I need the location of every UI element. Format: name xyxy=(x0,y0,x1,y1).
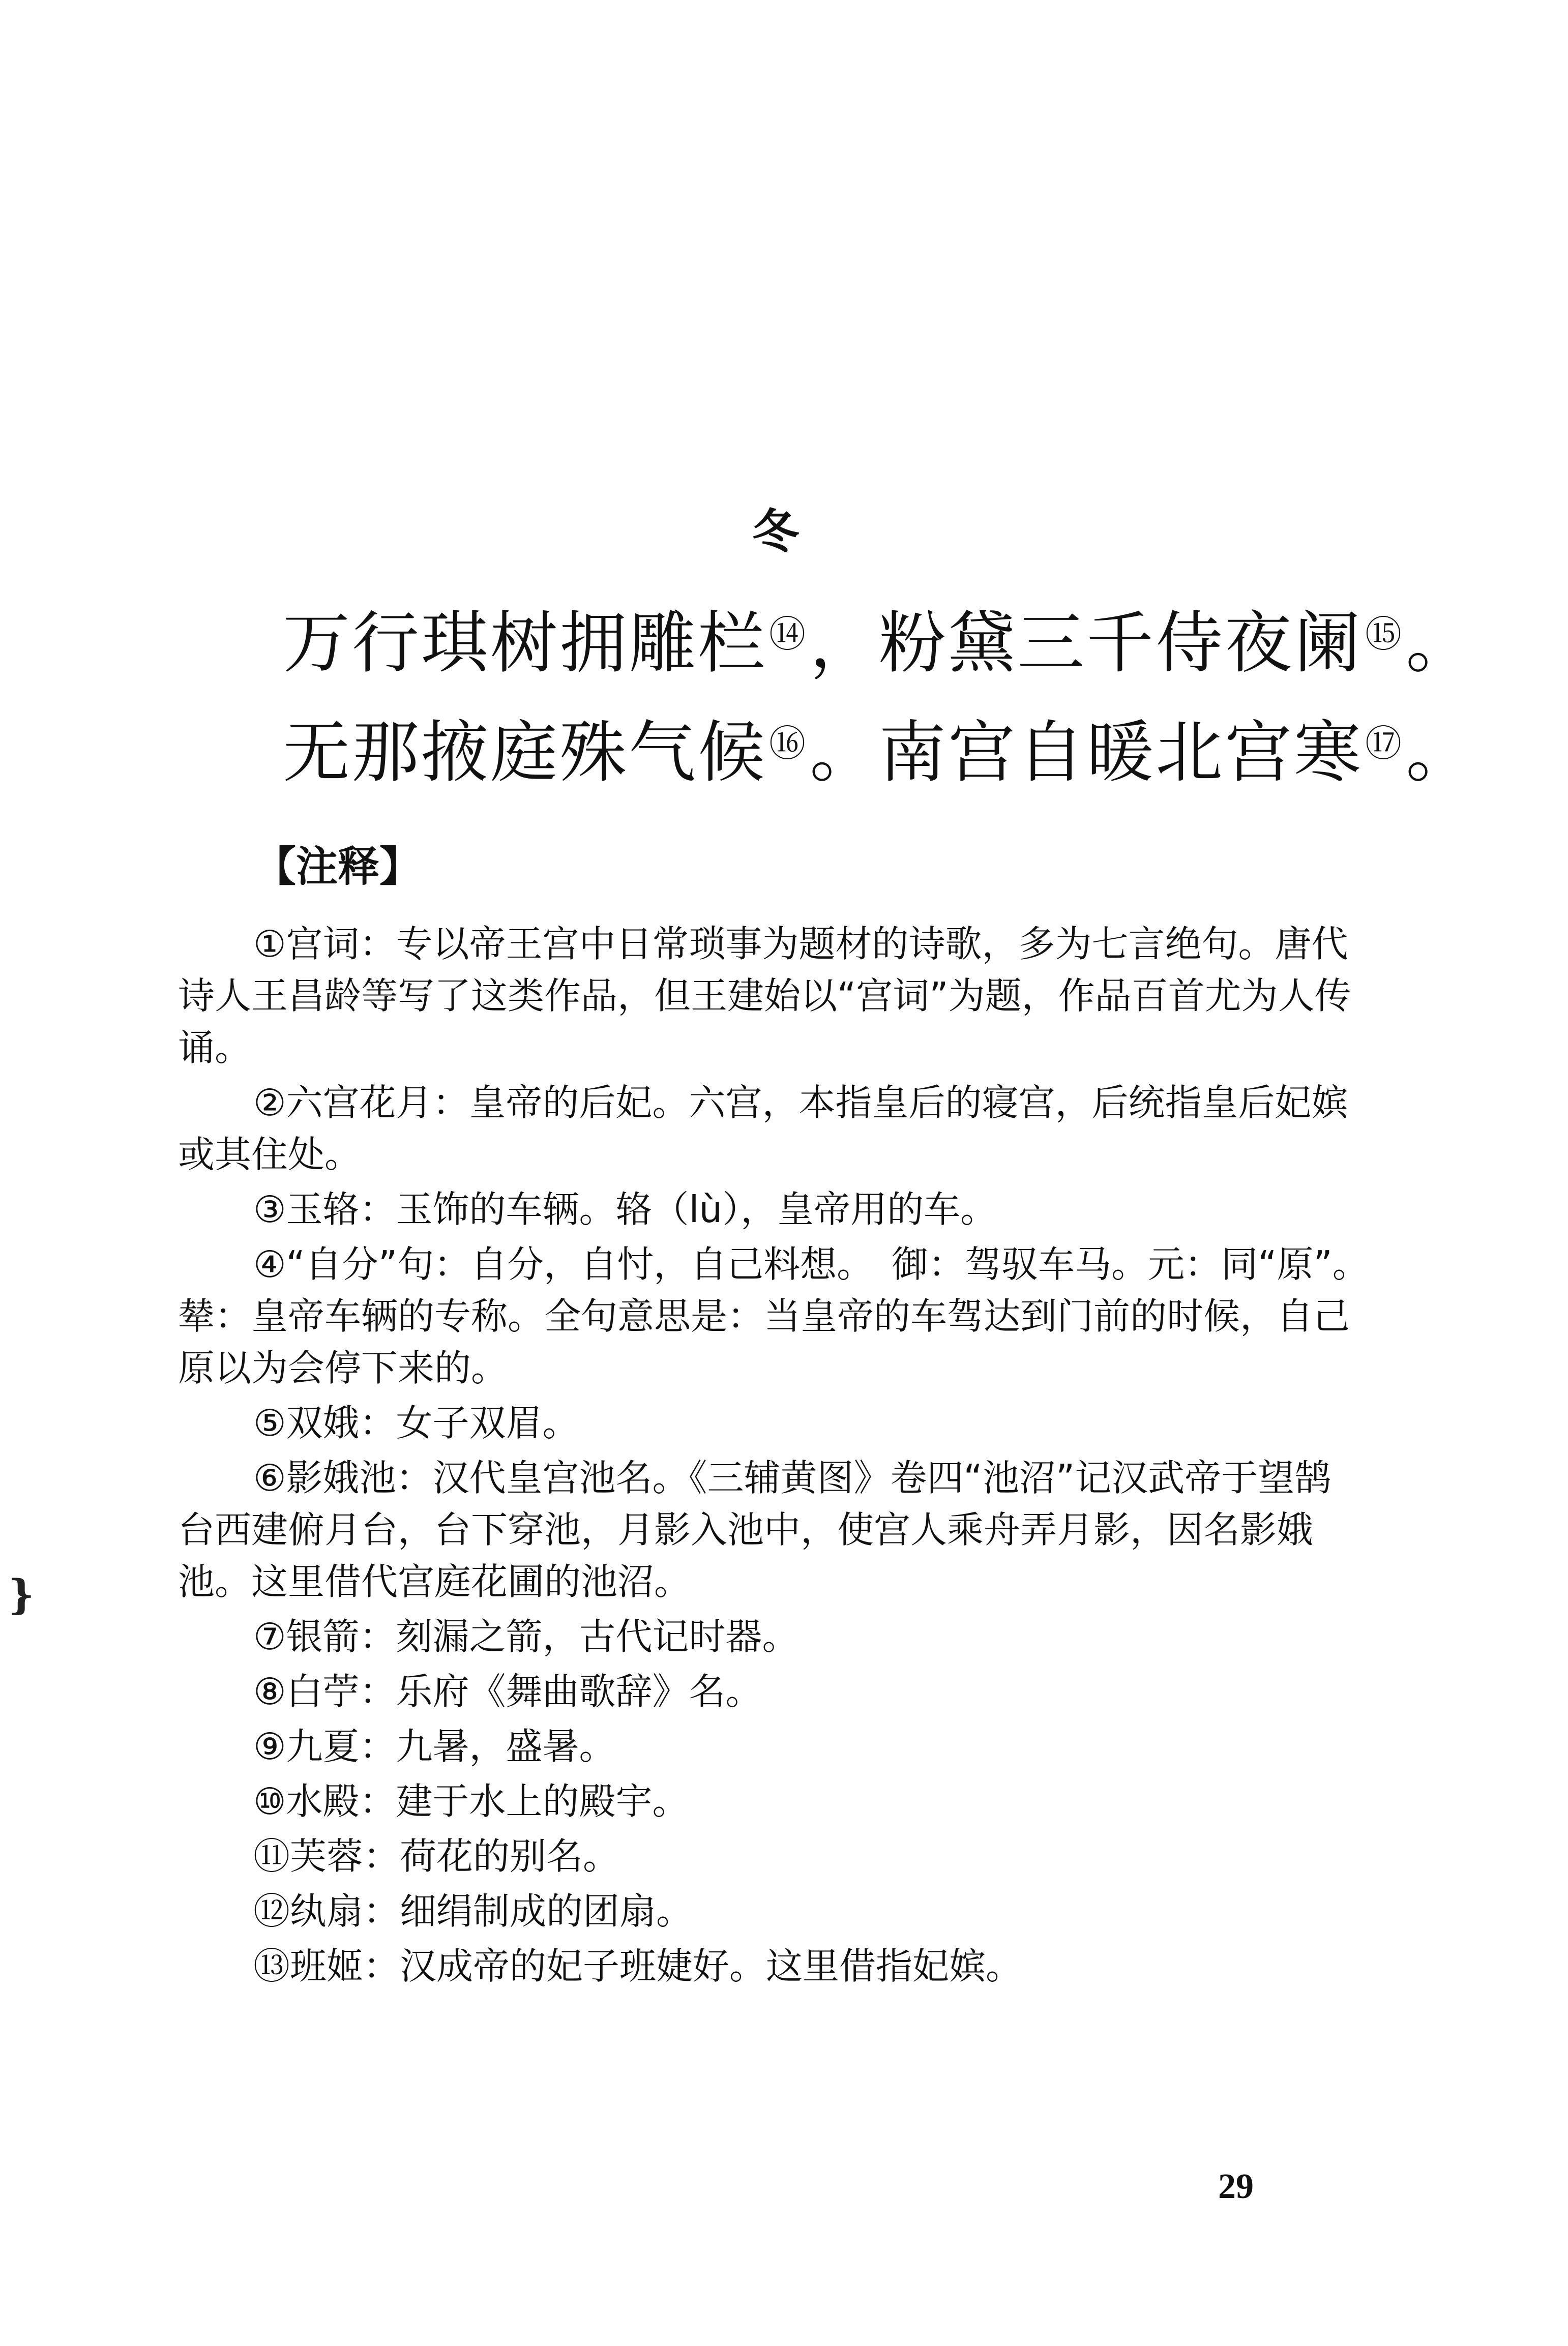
note-item: ⑫纨扇：细绢制成的团扇。 xyxy=(253,1890,693,1933)
poem-line-2-end: 。 xyxy=(1406,714,1475,792)
poem-footnote-mark: ⑮ xyxy=(1365,613,1404,656)
note-item: ④“自分”句：自分，自忖，自己料想。 御：驾驭车马。元：同“原”。 辇：皇帝车辆的专称。全句意思是：当皇帝的车驾达到门前的时候，自己原以为会停下来的。 xyxy=(178,1243,1387,1389)
note-item: ⑥影娥池：汉代皇宫池名。《三辅黄图》卷四“池沼”记汉武帝于望鹄台西建俯月台，台下穿池，月影入池中，使宫人乘舟弄月影，因名影娥池。这里借代宫庭花圃的池沼。 xyxy=(178,1457,1332,1603)
note-item: ⑬班姬：汉成帝的妃子班婕好。这里借指妃嫔。 xyxy=(253,1945,1023,1987)
poem-line-2-text-a: 无那掖庭殊气候 xyxy=(283,714,767,792)
note-item: ③玉辂：玉饰的车辆。辂（lù），皇帝用的车。 xyxy=(253,1188,997,1231)
note-item: ⑩水殿：建于水上的殿宇。 xyxy=(253,1780,689,1823)
poem-footnote-mark: ⑰ xyxy=(1365,722,1404,765)
poem-line-2 xyxy=(283,709,1475,796)
note-item: ⑤双娥：女子双眉。 xyxy=(253,1402,579,1444)
poem-footnote-mark: ⑯ xyxy=(769,722,808,765)
poem-line-1-end: 。 xyxy=(1406,604,1475,682)
note-item: ②六宫花月：皇帝的后妃。六宫，本指皇后的寝宫，后统指皇后妃嫔或其住处。 xyxy=(178,1081,1348,1176)
note-item: ①宫词：专以帝王宫中日常琐事为题材的诗歌，多为七言绝句。唐代诗人王昌龄等写了这类作品，但王建始以“宫词”为题，作品百首尤为人传诵。 xyxy=(178,923,1351,1069)
section-title: 冬 xyxy=(752,504,799,559)
notes-list xyxy=(178,918,1387,1995)
note-item: ⑪芙蓉：荷花的别名。 xyxy=(253,1835,620,1878)
note-item: ⑧白苧：乐府《舞曲歌辞》名。 xyxy=(253,1670,762,1713)
poem-footnote-mark: ⑭ xyxy=(769,613,808,656)
notes-heading: 【注释】 xyxy=(254,843,422,891)
page-number: 29 xyxy=(1218,2167,1254,2206)
poem-line-1-text-a: 万行琪树拥雕栏 xyxy=(283,604,767,682)
poem-line-1-text-b: ，粉黛三千侍夜阑 xyxy=(810,604,1364,682)
note-item: ⑦银箭：刻漏之箭，古代记时器。 xyxy=(253,1615,799,1658)
poem-line-2-text-b: 。南宫自暖北宫寒 xyxy=(810,714,1364,792)
note-item: ⑨九夏：九暑，盛暑。 xyxy=(253,1725,616,1768)
scan-margin-mark: } xyxy=(8,1570,35,1618)
poem-line-1 xyxy=(283,600,1475,687)
